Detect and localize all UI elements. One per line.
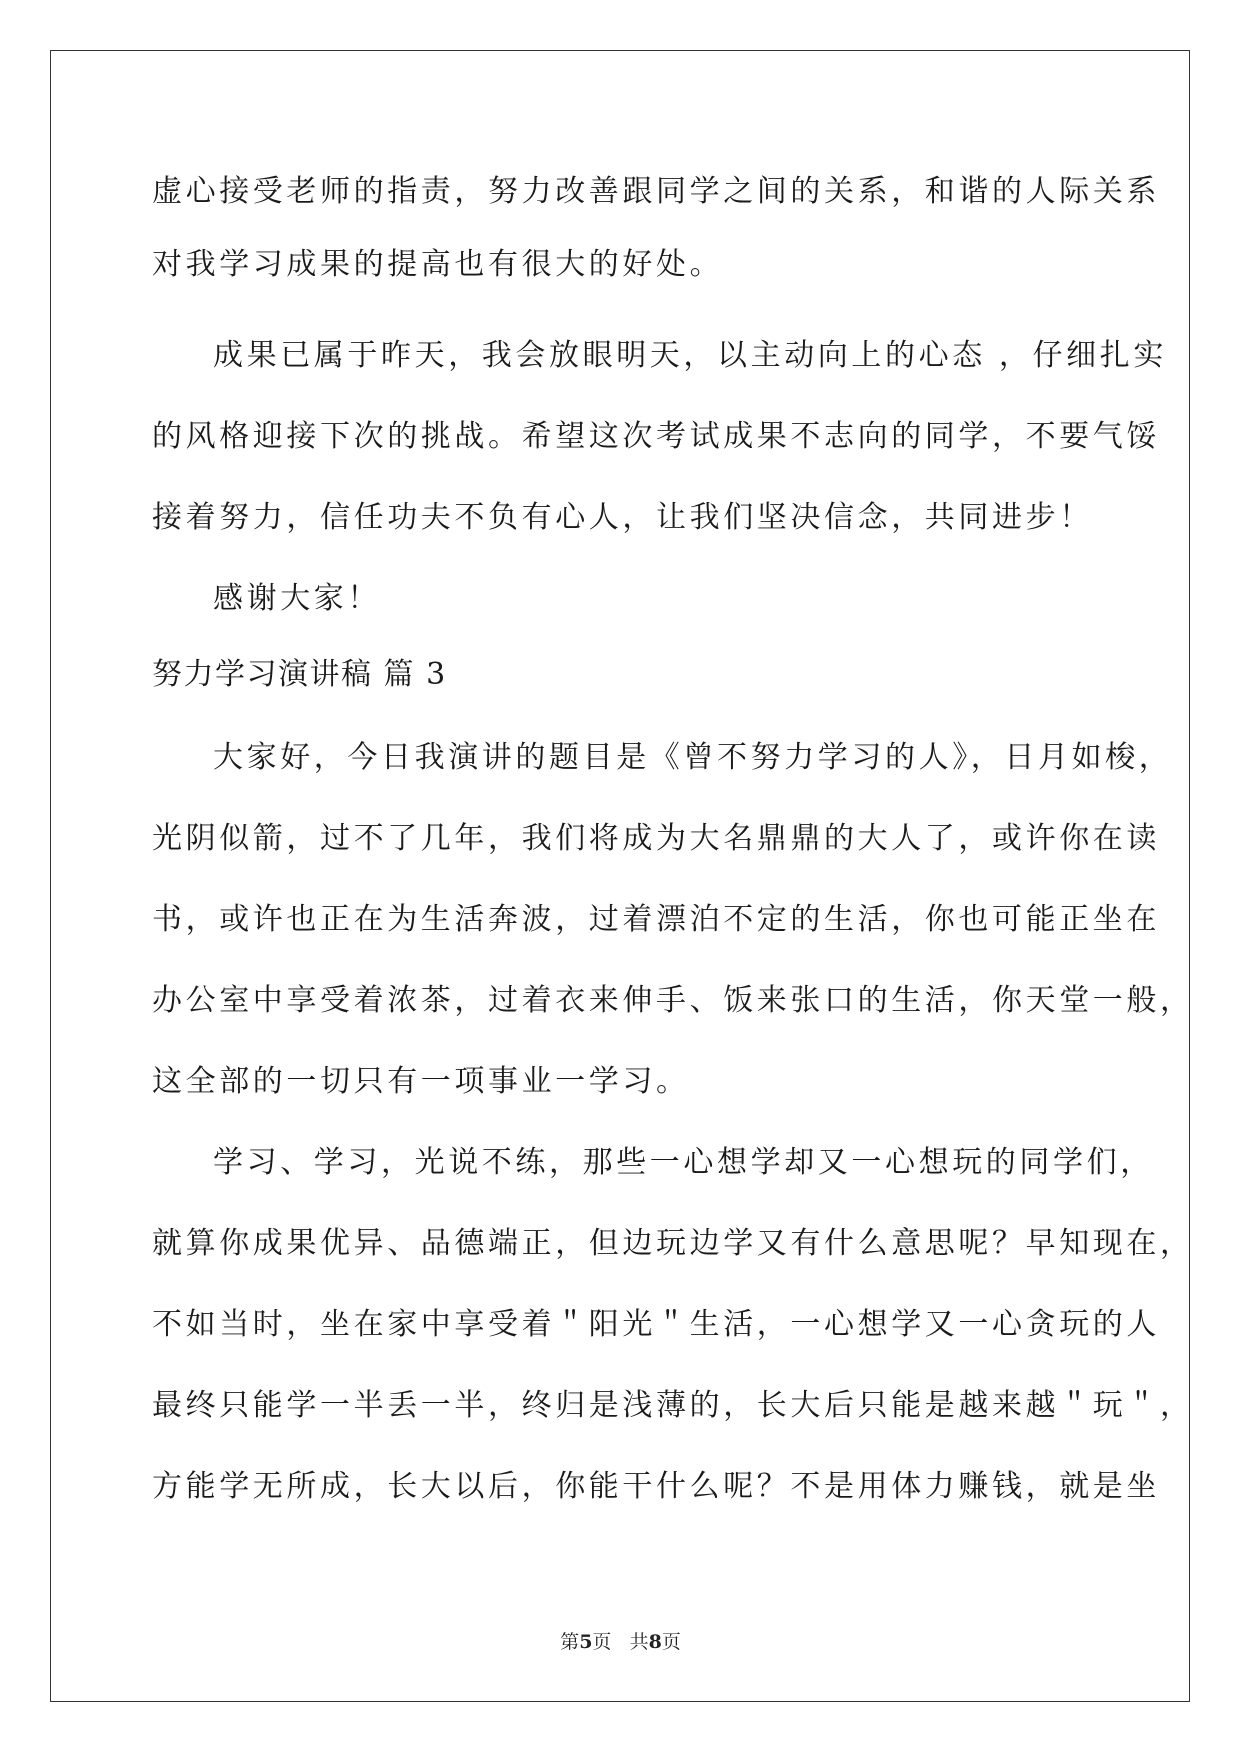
text-line-15: 不如当时，坐在家中享受着＂阳光＂生活，一心想学又一心贪玩的人: [152, 1307, 1160, 1342]
text-line-4: 的风格迎接下次的挑战。希望这次考试成果不志向的同学，不要气馁: [152, 419, 1160, 454]
footer-total-suffix: 页: [661, 1631, 681, 1653]
text-line-12: 这全部的一切只有一项事业一学习。: [152, 1064, 690, 1099]
text-line-3: 成果已属于昨天，我会放眼明天，以主动向上的心态 ，仔细扎实: [213, 338, 1167, 373]
text-line-16: 最终只能学一半丢一半，终归是浅薄的，长大后只能是越来越＂玩＂，: [152, 1388, 1194, 1423]
text-line-14: 就算你成果优异、品德端正，但边玩边学又有什么意思呢？早知现在，: [152, 1226, 1194, 1261]
text-line-17: 方能学无所成，长大以后，你能干什么呢？不是用体力赚钱，就是坐: [152, 1469, 1160, 1504]
section-heading: 努力学习演讲稿 篇 3: [152, 657, 447, 692]
text-line-2: 对我学习成果的提高也有很大的好处。: [152, 247, 724, 282]
footer-total-prefix: 共: [629, 1631, 649, 1653]
text-line-13: 学习、学习，光说不练，那些一心想学却又一心想玩的同学们，: [213, 1145, 1154, 1180]
text-line-9: 光阴似箭，过不了几年，我们将成为大名鼎鼎的大人了，或许你在读: [152, 821, 1160, 856]
text-line-6: 感谢大家！: [213, 581, 381, 616]
text-line-5: 接着努力，信任功夫不负有心人，让我们坚决信念，共同进步！: [152, 500, 1093, 535]
text-line-10: 书，或许也正在为生活奔波，过着漂泊不定的生活，你也可能正坐在: [152, 902, 1160, 937]
text-line-11: 办公室中享受着浓茶，过着衣来伸手、饭来张口的生活，你天堂一般，: [152, 983, 1194, 1018]
text-line-1: 虚心接受老师的指责，努力改善跟同学之间的关系，和谐的人际关系: [152, 174, 1160, 209]
text-line-8: 大家好，今日我演讲的题目是《曾不努力学习的人》，日月如梭，: [213, 740, 1173, 775]
footer-current-page: 5: [579, 1631, 593, 1653]
footer-prefix: 第: [560, 1631, 580, 1653]
footer-total-pages: 8: [648, 1631, 662, 1653]
page-border: [50, 50, 1194, 1702]
footer-page-suffix: 页: [592, 1631, 612, 1653]
page-footer: [0, 1630, 1241, 1654]
